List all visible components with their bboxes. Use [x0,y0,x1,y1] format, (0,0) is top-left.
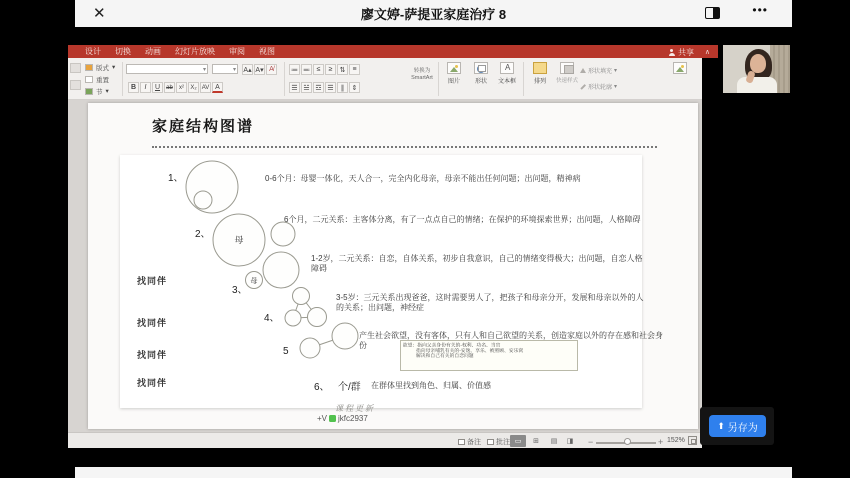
shapes-icon [474,62,488,74]
bold-button[interactable]: B [128,82,139,93]
quick-styles-button[interactable] [553,62,581,84]
player-title: 廖文婷-萨提亚家庭治疗 8 [360,7,507,22]
item4-number: 4、 [264,313,280,324]
quick-styles-icon [560,62,574,74]
font-style-buttons [128,82,223,93]
text-direction-button[interactable]: ≡ [349,64,360,75]
stage4-circle-right [308,308,327,327]
more-menu-icon[interactable]: ••• [752,3,768,17]
layout-button[interactable] [85,61,115,73]
player-top-bar [75,0,792,27]
stage2-child-circle [271,222,295,246]
superscript-button[interactable]: x² [176,82,187,93]
font-color-button[interactable]: A [212,82,223,93]
bullet-list-button[interactable]: ≔ [289,64,300,75]
panel-toggle-icon[interactable] [705,7,720,19]
font-size-combobox[interactable] [212,64,238,74]
shape-outline-label: 形状轮廓 [588,85,613,91]
save-as-label: 另存为 [727,422,758,434]
reset-label: 重置 [96,76,109,84]
item3-number: 3、 [232,285,248,296]
stage3-big-circle [263,252,299,288]
reading-view-button[interactable]: ▤ [550,438,558,445]
textbox-icon [500,62,514,74]
arrange-label: 排列 [533,79,546,85]
slides-group [85,61,115,97]
new-slide-button-partial[interactable] [70,80,81,90]
note-line-2: 指向母亲哺乳有关的-安逸、享乐、被照顾、安乐窝 [416,347,524,353]
paragraph-buttons-row1 [289,64,360,75]
watermark-prefix: +V [317,414,328,423]
chevron-down-icon: ▾ [112,64,116,71]
watermark-id: jkfc2937 [338,414,368,423]
tab-view[interactable]: 视图 [259,47,275,56]
item6-number: 6、 [314,382,330,393]
underline-button[interactable]: U [152,82,163,93]
ribbon-toolbar [68,58,702,100]
shapes-label: 形状 [474,79,487,85]
section-label: 节 [96,88,103,96]
title-underline [152,146,657,148]
divider [438,62,439,96]
item6-text: 在群体里找到角色、归属、价值感 [371,381,491,390]
shape-outline-button[interactable] [580,82,617,91]
picture-label: 图片 [447,79,460,85]
shape-fill-button[interactable] [580,66,617,75]
align-right-button[interactable]: ☲ [313,82,324,93]
increase-indent-button[interactable]: ≥ [325,64,336,75]
tab-review[interactable]: 审阅 [229,47,245,56]
slide-title: 家庭结构图谱 [152,118,255,135]
slideshow-button[interactable]: ◨ [566,438,574,445]
decrease-indent-button[interactable]: ≤ [313,64,324,75]
justify-button[interactable]: ☰ [325,82,336,93]
increase-font-button[interactable]: A▴ [242,64,253,75]
chevron-down-icon: ▾ [202,67,206,73]
item3-text: 1-2岁，二元关系：自恋，自体关系，初步自我意识，自己的情绪变得极大；出问题，自恋人格障碍 [311,254,643,273]
watermark-line2 [317,414,368,423]
collapse-ribbon-icon[interactable]: ∧ [704,49,710,56]
paragraph-buttons-row2 [289,82,360,93]
side-label-4: 找同伴 [137,378,168,388]
insert-textbox-button[interactable] [495,62,519,85]
columns-button[interactable]: ∥ [337,82,348,93]
arrange-icon [533,62,547,74]
clear-format-button[interactable]: A̸ [266,64,277,75]
strikethrough-button[interactable]: ab [164,82,175,93]
participant-face [750,54,766,73]
item1-number: 1、 [168,173,184,184]
notes-label: 备注 [467,439,481,446]
picture-icon [447,62,461,74]
desire-note-box [400,340,578,371]
participant-body [737,77,777,93]
normal-view-button[interactable]: ▭ [510,435,526,447]
close-icon[interactable]: ✕ [93,5,106,22]
section-icon [85,88,93,95]
chevron-down-icon: ▾ [232,67,236,73]
zoom-in-button[interactable]: + [658,437,664,447]
chevron-down-icon: ▾ [105,88,109,95]
item6-label: 个/群 [338,382,361,393]
character-spacing-button[interactable]: AV [200,82,211,93]
stage1-small-circle [194,191,212,209]
note-line-3: 解决和自己有关的自恋问题 [416,353,474,359]
subscript-button[interactable]: X₂ [188,82,199,93]
divider [523,62,524,96]
italic-button[interactable]: I [140,82,151,93]
ribbon-tab-bar [68,45,718,58]
smartart-label-2: SmartArt [411,75,433,81]
stage4-circle-top [293,288,310,305]
comments-icon [487,439,494,445]
tab-slideshow[interactable]: 幻灯片放映 [175,47,215,56]
stage5-circle-left [300,338,320,358]
watermark-line1: 课程更新 [335,404,375,413]
notes-icon [458,439,465,445]
layout-icon [85,64,93,71]
chevron-down-icon: ▾ [614,68,618,74]
outline-icon [580,84,585,89]
section-button[interactable] [85,85,115,97]
slide-sorter-button[interactable]: ⊞ [533,438,539,445]
divider [122,62,123,96]
wechat-icon [329,415,336,422]
font-name-combobox[interactable] [126,64,208,74]
align-left-button[interactable]: ☰ [289,82,300,93]
stage3-mother-label: 母 [250,278,258,285]
share-label: 共享 [678,48,694,57]
layout-label: 版式 [96,64,109,72]
textbox-label: 文本框 [497,79,516,85]
arrange-button[interactable] [528,62,552,85]
zoom-slider-knob[interactable] [624,438,631,445]
powerpoint-window [68,45,718,448]
side-label-1: 找同伴 [137,276,168,286]
paste-button-partial[interactable] [70,63,81,73]
reset-button[interactable] [85,73,115,85]
notes-button[interactable] [458,437,481,447]
divider [284,62,285,96]
note-line-1: 欲望：指向父亲身份有关的-权利、功名、当官 [402,342,501,348]
tab-animations[interactable]: 动画 [145,47,161,56]
webcam-video-tile[interactable] [723,45,790,93]
item2-number: 2、 [195,229,211,240]
next-frame-strip [75,467,792,478]
item5-number: 5 [283,346,289,357]
reset-icon [85,76,93,83]
stage4-circle-left [285,310,301,326]
fill-icon [580,68,586,73]
share-button[interactable] [668,47,694,58]
tab-design[interactable]: 设计 [85,47,101,56]
chevron-down-icon: ▾ [614,84,618,90]
tab-transitions[interactable]: 切换 [115,47,131,56]
insert-picture-button[interactable] [442,62,466,85]
side-label-3: 找同伴 [137,350,168,360]
item4-text: 3-5岁：三元关系出现爸爸，这时需要男人了，把孩子和母亲分开，发展和母亲以外的人的关系；出问题，神经症 [336,293,644,312]
font-size-buttons [242,64,277,75]
insert-shapes-button[interactable] [469,62,493,85]
align-center-button[interactable]: ☱ [301,82,312,93]
smartart-label-1: 转换为 [413,68,431,74]
comments-label: 批注 [496,439,510,446]
person-icon [668,49,675,56]
stage1-big-circle [186,161,238,213]
item5-text: 产生社会欲望，没有客体，只有人和自己欲望的关系，创造家庭以外的存在感和社会身份 [359,331,663,350]
picture-tools-button[interactable] [668,62,692,74]
zoom-percentage: 152% [667,437,685,444]
item2-text: 6个月，二元关系：主客体分离，有了一点点自己的情绪；在保护的环境探索世界；出问题，人格障碍 [284,215,641,224]
convert-smartart-button[interactable] [402,68,442,82]
shape-fill-label: 形状填充 [588,69,613,75]
upload-icon: ⬆ [717,420,725,431]
item1-text: 0-6个月：母婴一体化，天人合一，完全内化母亲，母亲不能出任何问题；出问题，精神病 [265,174,581,183]
ppt-status-bar [68,432,702,448]
picture-icon [673,62,687,74]
save-as-panel [700,407,774,445]
comments-button[interactable] [487,437,510,447]
align-text-button[interactable]: ⇕ [349,82,360,93]
decrease-font-button[interactable]: A▾ [254,64,265,75]
zoom-out-button[interactable]: − [588,437,594,447]
numbered-list-button[interactable]: ≕ [301,64,312,75]
stage5-circle-right [332,323,358,349]
save-as-button[interactable] [709,415,766,437]
side-label-2: 找同伴 [137,318,168,328]
line-spacing-button[interactable]: ⇅ [337,64,348,75]
stage2-mother-label: 母 [234,235,244,245]
fit-to-window-button[interactable] [688,436,697,445]
quick-styles-label: 快速样式 [555,78,578,84]
